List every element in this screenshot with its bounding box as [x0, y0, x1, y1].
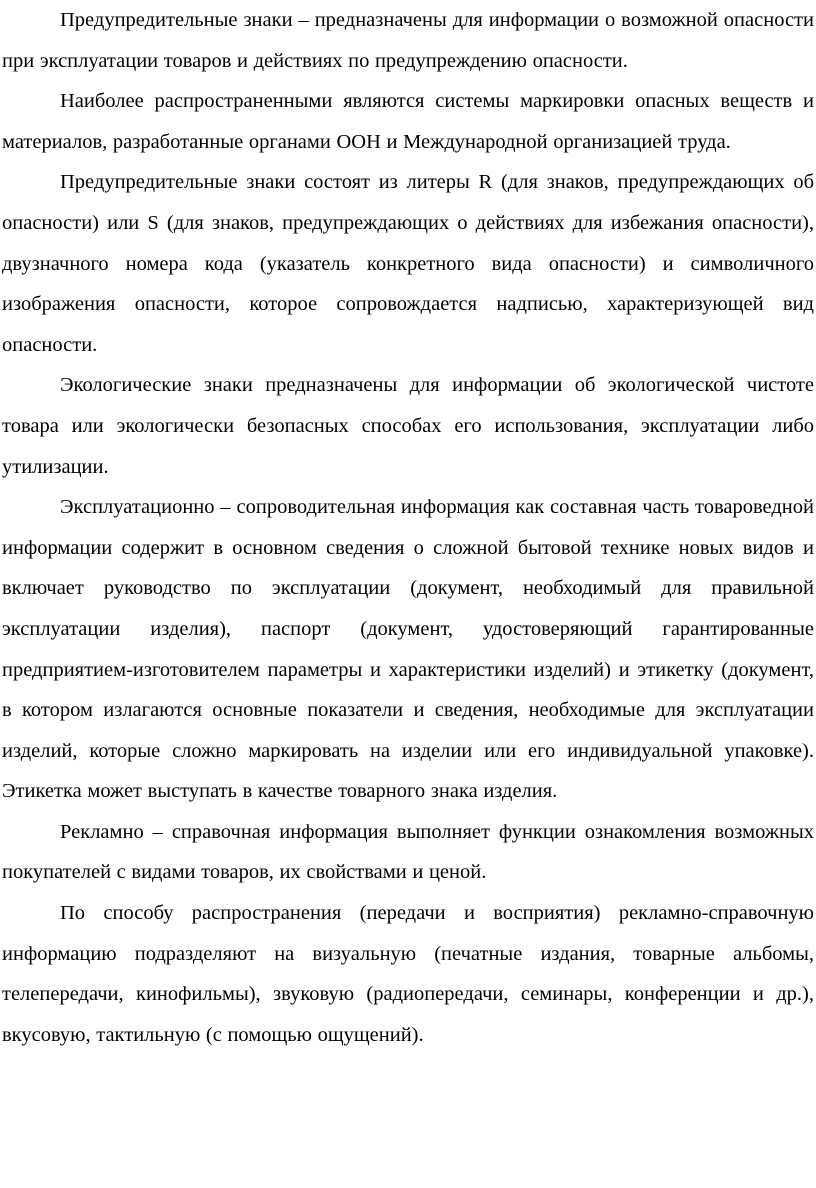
paragraph-advertising-info: Рекламно – справочная информация выполняет функции ознакомления возможных покупателей с видами товаров, их свойствами и ценой.: [2, 820, 814, 884]
paragraph-ecological-signs: Экологические знаки предназначены для информации об экологической чистоте товара или экологически безопасных способах его использования, эксплуатации либо утилизации.: [2, 374, 814, 478]
paragraph-distribution-methods: По способу распространения (передачи и восприятия) рекламно-справочную информацию подразделяют на визуальную (печатные издания, товарные альбомы, телепередачи, кинофильмы), звуковую (радиопередачи, семинары, конференции и др.), вкусовую, тактильную (с помощью ощущений).: [2, 902, 814, 1046]
paragraph-sign-structure: Предупредительные знаки состоят из литеры R (для знаков, предупреждающих об опасности) или S (для знаков, предупреждающих о действиях для избежания опасности), двузначного номера кода (указатель конкретного вида опасности) и символичного изображения опасности, которое сопровождается надписью, характеризующей вид опасности.: [2, 171, 814, 356]
paragraph-marking-systems: Наиболее распространенными являются системы маркировки опасных веществ и материалов, разработанные органами ООН и Международной организацией труда.: [2, 90, 814, 153]
paragraph-warning-signs: Предупредительные знаки – предназначены для информации о возможной опасности при эксплуатации товаров и действиях по предупреждению опасности.: [2, 9, 814, 72]
paragraph-operational-info: Эксплуатационно – сопроводительная информация как составная часть товароведной информации содержит в основном сведения о сложной бытовой технике новых видов и включает руководство по эксплуатации (документ, необходимый для правильной эксплуатации изделия), паспорт (документ, удостоверяющий гарантированные предприятием-изготовителем параметры и характеристики изделий) и этикетку (документ, в котором излагаются основные показатели и сведения, необходимые для эксплуатации изделий, которые сложно маркировать на изделии или его индивидуальной упаковке). Этикетка может выступать в качестве товарного знака изделия.: [2, 496, 814, 803]
